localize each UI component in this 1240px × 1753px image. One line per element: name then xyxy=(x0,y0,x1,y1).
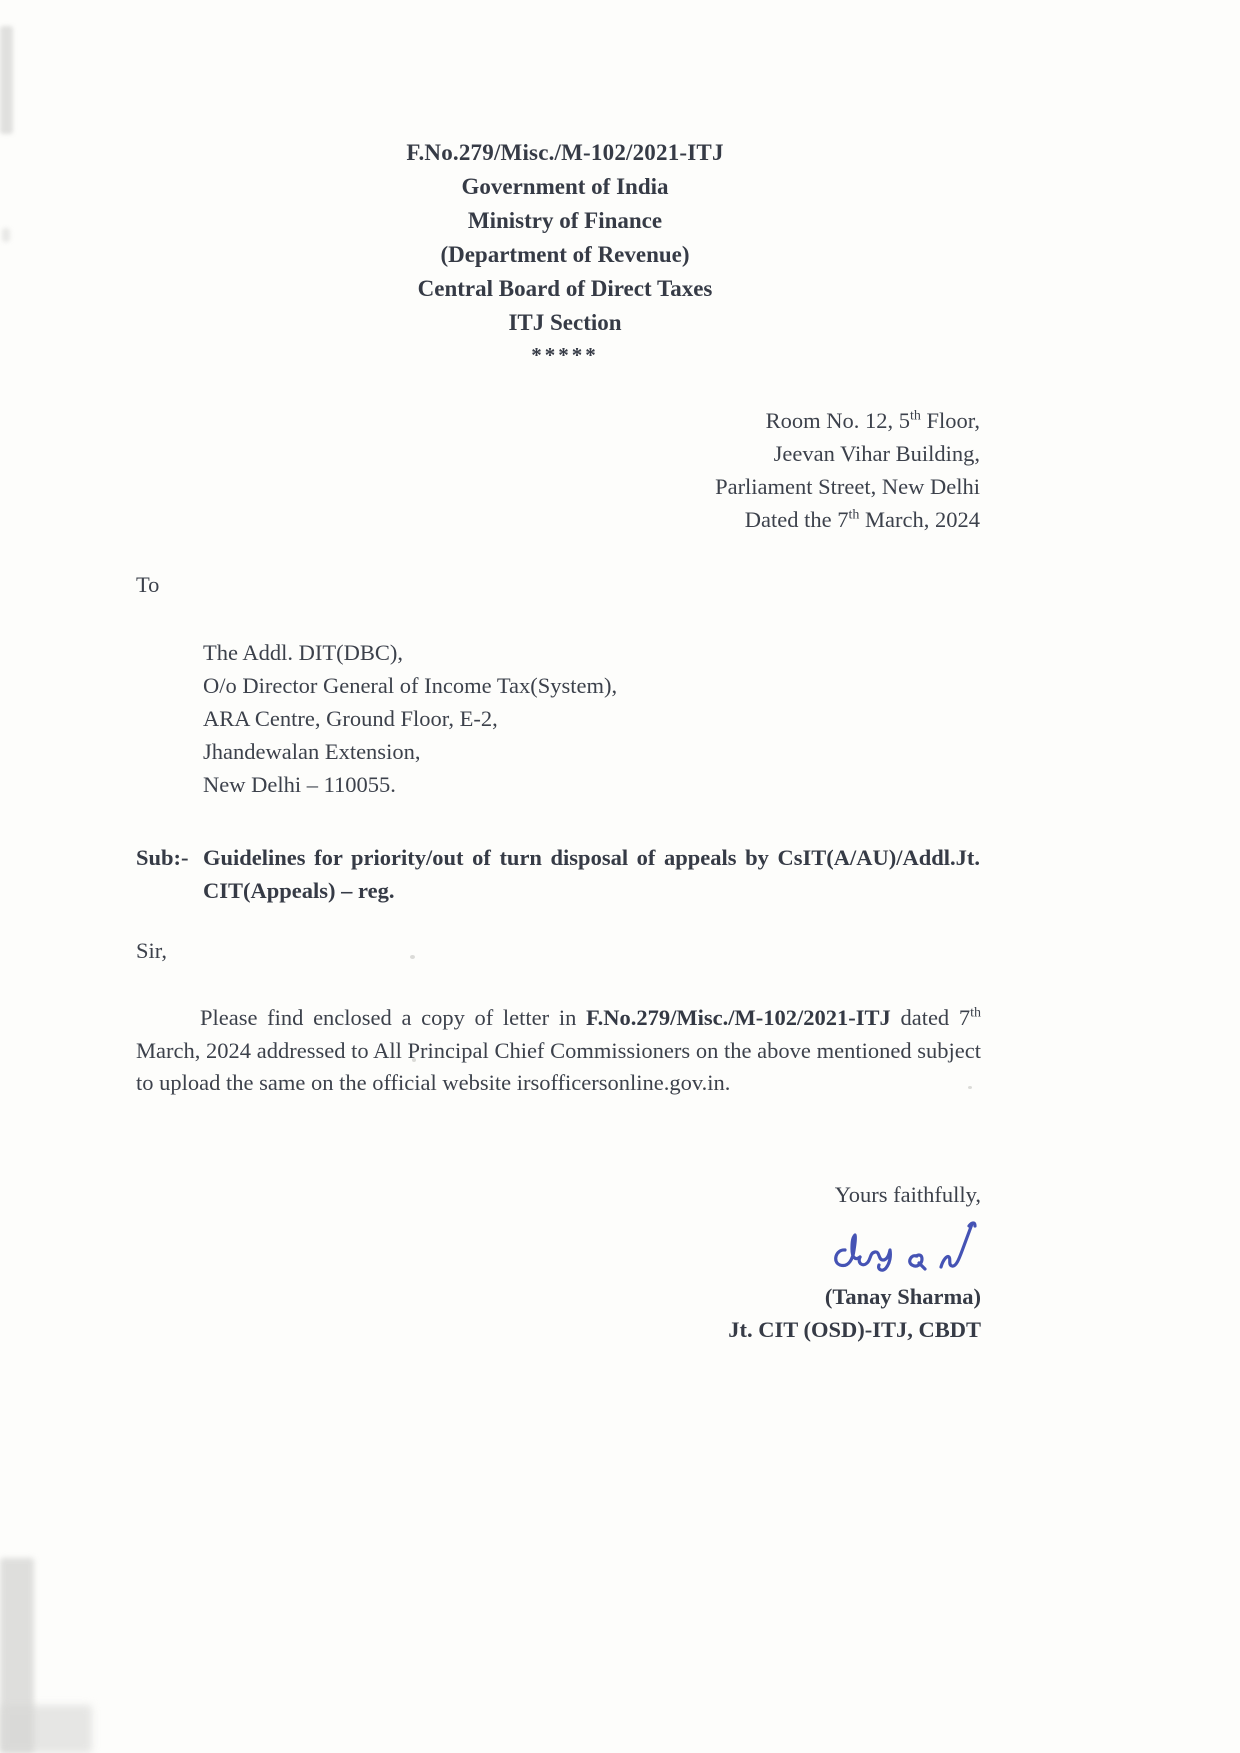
body-file-number-bold: F.No.279/Misc./M-102/2021-ITJ xyxy=(586,1005,891,1030)
subject-text-line2: CIT(Appeals) – reg. xyxy=(203,878,395,903)
closing-block xyxy=(136,1180,981,1345)
subject-block xyxy=(136,841,980,907)
office-address-building: Jeevan Vihar Building, xyxy=(773,441,980,466)
asterisk-separator: ***** xyxy=(531,343,599,367)
recipient-line: O/o Director General of Income Tax(System), xyxy=(203,673,618,698)
letterhead xyxy=(0,136,1130,370)
org-line-department: (Department of Revenue) xyxy=(440,242,690,267)
scan-artifact xyxy=(0,1705,92,1753)
office-address-street: Parliament Street, New Delhi xyxy=(715,474,980,499)
ordinal-superscript: th xyxy=(970,1005,981,1021)
office-address-room: Room No. 12, 5th Floor, xyxy=(765,408,980,433)
org-line-board: Central Board of Direct Taxes xyxy=(417,276,713,301)
ordinal-superscript: th xyxy=(910,408,921,424)
recipient-line: The Addl. DIT(DBC), xyxy=(203,640,403,665)
org-line-section: ITJ Section xyxy=(508,310,622,335)
signatory-designation: Jt. CIT (OSD)-ITJ, CBDT xyxy=(728,1317,981,1342)
recipient-line: Jhandewalan Extension, xyxy=(203,739,421,764)
file-number: F.No.279/Misc./M-102/2021-ITJ xyxy=(406,140,724,165)
handwritten-signature xyxy=(136,1212,997,1276)
office-address-block xyxy=(715,404,980,536)
scan-speck xyxy=(410,955,415,959)
valediction: Yours faithfully, xyxy=(834,1182,981,1207)
ordinal-superscript: th xyxy=(848,507,860,523)
signature-ink-icon xyxy=(829,1212,997,1276)
signatory-name: (Tanay Sharma) xyxy=(824,1284,981,1309)
recipient-address-block xyxy=(203,636,617,801)
org-line-ministry: Ministry of Finance xyxy=(467,208,663,233)
salutation: Sir, xyxy=(136,938,167,963)
body-paragraph: Please find enclosed a copy of letter in F.No.279/Misc./M-102/2021-ITJ dated 7th March, 2024 addressed to All Principal Chief Commissioners on the above mentioned subject to upload the same on the official website irsofficersonline.gov.in. xyxy=(136,1005,981,1095)
subject-text-line1: Guidelines for priority/out of turn disposal of appeals by CsIT(A/AU)/Addl.Jt. xyxy=(203,845,980,870)
letter-date: Dated the 7th March, 2024 xyxy=(744,507,980,532)
recipient-line: New Delhi – 110055. xyxy=(203,772,396,797)
to-label: To xyxy=(136,572,160,597)
subject-label: Sub:- xyxy=(136,845,189,870)
org-line-government: Government of India xyxy=(461,174,669,199)
scan-artifact xyxy=(0,26,13,134)
recipient-line: ARA Centre, Ground Floor, E-2, xyxy=(203,706,498,731)
